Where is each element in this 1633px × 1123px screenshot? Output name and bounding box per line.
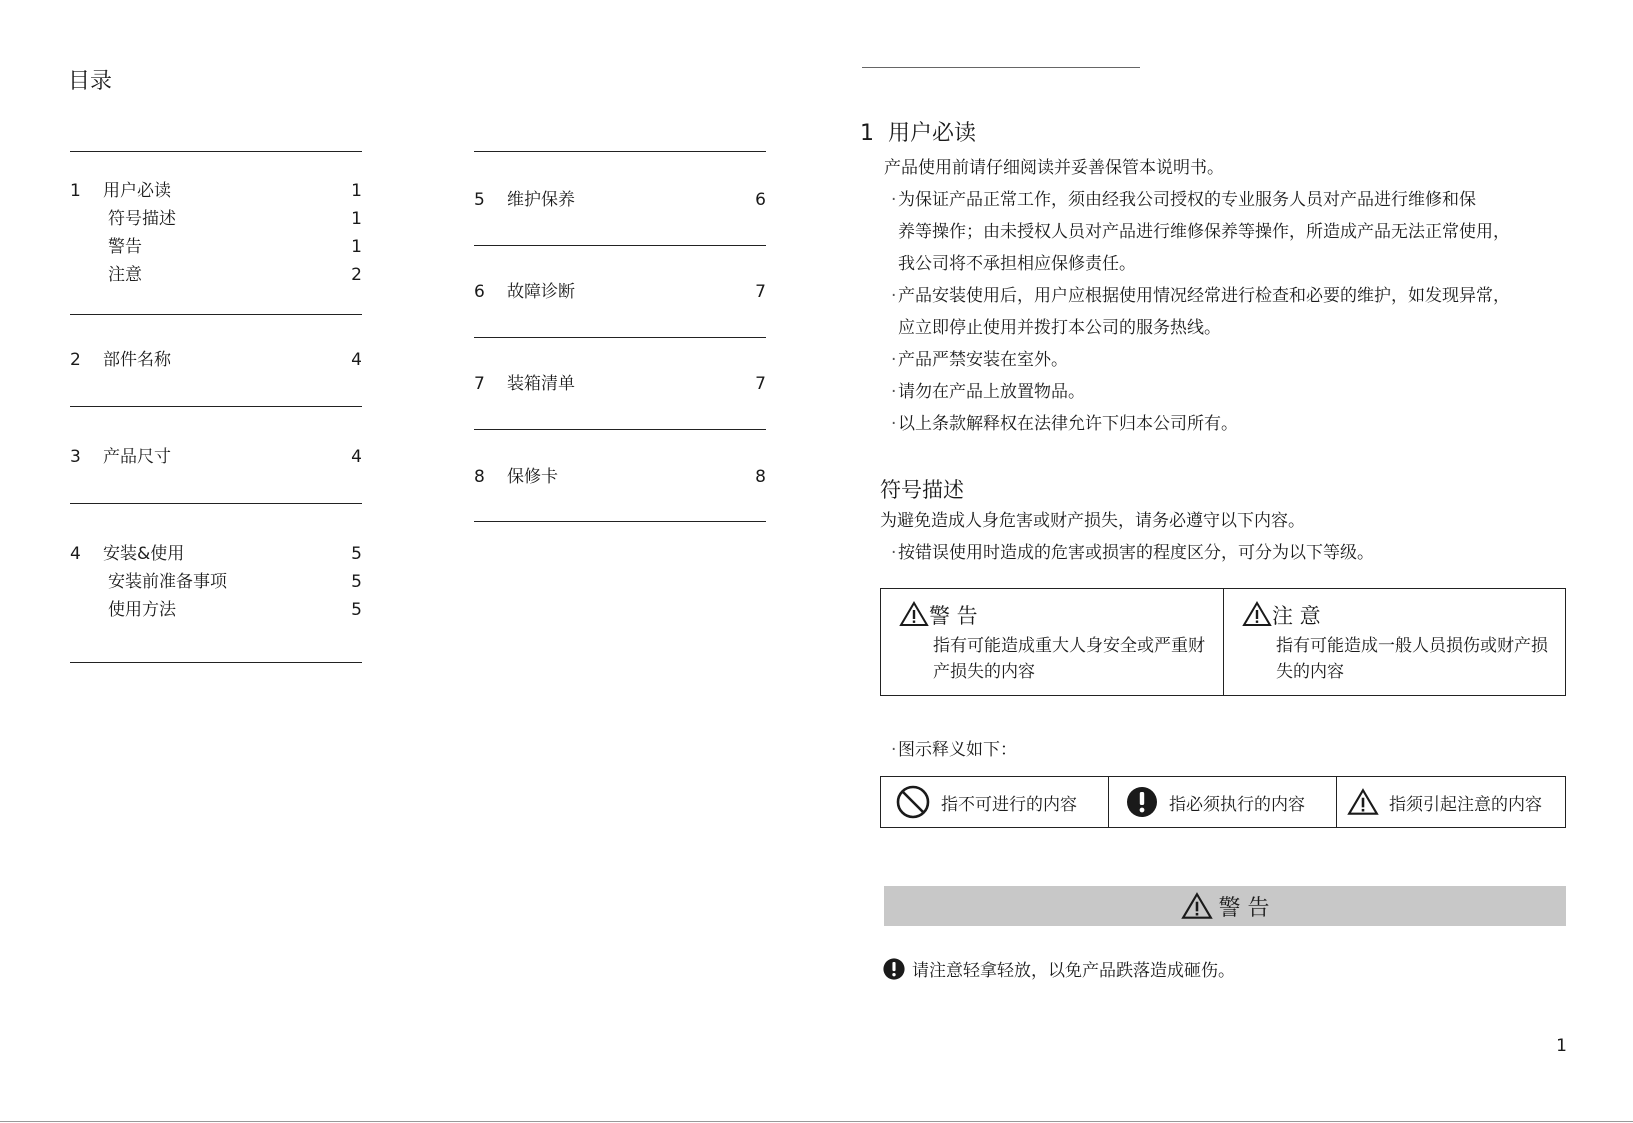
toc-subentry-page: 2 bbox=[351, 265, 362, 285]
toc-entry-label: 部件名称 bbox=[103, 350, 171, 370]
footer-rule bbox=[0, 1121, 1633, 1122]
toc-entry-label: 故障诊断 bbox=[507, 282, 575, 302]
legend-prohibited bbox=[881, 777, 1109, 827]
prohibited-icon bbox=[895, 784, 931, 820]
toc-entry-number: 3 bbox=[70, 447, 81, 467]
toc-entry-page: 6 bbox=[755, 190, 766, 210]
caution-level-head bbox=[1242, 601, 1321, 630]
bullet-item bbox=[891, 344, 1068, 376]
symbols-intro: 为避免造成人身危害或财产损失，请务必遵守以下内容。 bbox=[880, 511, 1305, 531]
bullet-line: 我公司将不承担相应保修责任。 bbox=[898, 254, 1136, 274]
divider bbox=[474, 337, 766, 338]
bullet-item bbox=[891, 734, 1017, 766]
toc-subentry-label: 警告 bbox=[108, 237, 142, 257]
bullet-dot: · bbox=[891, 382, 897, 402]
divider bbox=[474, 245, 766, 246]
intro-text: 产品使用前请仔细阅读并妥善保管本说明书。 bbox=[884, 158, 1224, 178]
bullet-item bbox=[891, 408, 1238, 440]
toc-entry-page: 7 bbox=[755, 282, 766, 302]
warning-banner-label: 警 告 bbox=[1218, 895, 1270, 921]
toc-entry-4[interactable] bbox=[70, 540, 362, 568]
toc-subentry[interactable] bbox=[70, 596, 362, 624]
bullet-item bbox=[891, 280, 1510, 344]
warning-banner bbox=[884, 886, 1566, 926]
toc-entry-7[interactable] bbox=[474, 370, 766, 398]
bullet-item bbox=[891, 376, 1085, 408]
legend-label: 指须引起注意的内容 bbox=[1389, 794, 1542, 815]
bullet-line: 按错误使用时造成的危害或损害的程度区分，可分为以下等级。 bbox=[898, 543, 1374, 563]
toc-entry-page: 1 bbox=[351, 181, 362, 201]
warning-item bbox=[882, 956, 1235, 981]
bullet-line: 图示释义如下： bbox=[898, 740, 1017, 760]
bullet-dot: · bbox=[891, 190, 897, 210]
bullet-line: 应立即停止使用并拨打本公司的服务热线。 bbox=[898, 318, 1221, 338]
bullet-line: 产品严禁安装在室外。 bbox=[898, 350, 1068, 370]
toc-entry-2[interactable] bbox=[70, 346, 362, 374]
toc-entry-label: 用户必读 bbox=[103, 181, 171, 201]
warning-triangle-icon bbox=[899, 601, 929, 627]
caution-icon bbox=[1347, 788, 1379, 816]
toc-entry-number: 2 bbox=[70, 350, 81, 370]
divider bbox=[70, 151, 362, 152]
toc-entry-page: 5 bbox=[351, 544, 362, 564]
bullet-dot: · bbox=[891, 414, 897, 434]
warning-level-head bbox=[899, 601, 978, 630]
toc-entry-page: 7 bbox=[755, 374, 766, 394]
bullet-line: 请勿在产品上放置物品。 bbox=[898, 382, 1085, 402]
toc-entry-8[interactable] bbox=[474, 463, 766, 491]
warning-level-cell bbox=[881, 589, 1224, 695]
page-number: 1 bbox=[1556, 1036, 1567, 1056]
divider bbox=[70, 503, 362, 504]
toc-entry-5[interactable] bbox=[474, 186, 766, 214]
divider bbox=[474, 429, 766, 430]
toc-subentry[interactable] bbox=[70, 233, 362, 261]
toc-entry-3[interactable] bbox=[70, 443, 362, 471]
toc-entry-label: 维护保养 bbox=[507, 190, 575, 210]
toc-entry-1[interactable] bbox=[70, 177, 362, 205]
bullet-line: 产品安装使用后，用户应根据使用情况经常进行检查和必要的维护，如发现异常， bbox=[898, 286, 1510, 306]
toc-entry-number: 8 bbox=[474, 467, 485, 487]
warning-level-label: 警 告 bbox=[929, 604, 978, 628]
toc-entry-page: 8 bbox=[755, 467, 766, 487]
caution-triangle-icon bbox=[1242, 601, 1272, 627]
toc-entry-number: 7 bbox=[474, 374, 485, 394]
bullet-line: 养等操作；由未授权人员对产品进行维修保养等操作，所造成产品无法正常使用， bbox=[898, 222, 1510, 242]
divider bbox=[474, 521, 766, 522]
caution-level-cell bbox=[1224, 589, 1565, 695]
bullet-item bbox=[891, 184, 1510, 280]
caution-level-label: 注 意 bbox=[1272, 604, 1321, 628]
bullet-line: 为保证产品正常工作，须由经我公司授权的专业服务人员对产品进行维修和保 bbox=[898, 190, 1476, 210]
toc-entry-page: 4 bbox=[351, 350, 362, 370]
legend-label: 指不可进行的内容 bbox=[941, 794, 1077, 815]
divider bbox=[70, 662, 362, 663]
toc-entry-page: 4 bbox=[351, 447, 362, 467]
warning-triangle-icon bbox=[1181, 892, 1213, 920]
warning-item-text: 请注意轻拿轻放，以免产品跌落造成砸伤。 bbox=[912, 961, 1235, 981]
divider bbox=[474, 151, 766, 152]
legend-caution bbox=[1337, 777, 1565, 827]
icon-legend-box bbox=[880, 776, 1566, 828]
bullet-item bbox=[891, 537, 1374, 569]
subsection-title: 符号描述 bbox=[880, 478, 964, 502]
bullet-dot: · bbox=[891, 543, 897, 563]
toc-subentry-page: 5 bbox=[351, 600, 362, 620]
toc-entry-label: 安装&使用 bbox=[103, 544, 185, 564]
toc-subentry[interactable] bbox=[70, 261, 362, 289]
toc-entry-number: 6 bbox=[474, 282, 485, 302]
toc-subentry-page: 5 bbox=[351, 572, 362, 592]
toc-entry-number: 1 bbox=[70, 181, 81, 201]
toc-subentry-label: 注意 bbox=[108, 265, 142, 285]
section-title: 1 用户必读 bbox=[860, 121, 976, 146]
toc-entry-label: 产品尺寸 bbox=[103, 447, 171, 467]
toc-entry-label: 装箱清单 bbox=[507, 374, 575, 394]
legend-mandatory bbox=[1109, 777, 1337, 827]
caution-level-desc: 指有可能造成一般人员损伤或财产损失的内容 bbox=[1276, 636, 1548, 682]
toc-subentry-label: 使用方法 bbox=[108, 600, 176, 620]
bullet-dot: · bbox=[891, 350, 897, 370]
toc-subentry-page: 1 bbox=[351, 237, 362, 257]
divider bbox=[70, 406, 362, 407]
bullet-dot: · bbox=[891, 740, 897, 760]
toc-title: 目录 bbox=[68, 69, 113, 94]
toc-entry-6[interactable] bbox=[474, 278, 766, 306]
bullet-dot: · bbox=[891, 286, 897, 306]
mandatory-icon bbox=[1125, 785, 1159, 819]
header-rule bbox=[862, 67, 1140, 68]
toc-subentry[interactable] bbox=[70, 568, 362, 596]
toc-subentry-label: 安装前准备事项 bbox=[108, 572, 227, 592]
toc-entry-label: 保修卡 bbox=[507, 467, 558, 487]
bullet-line: 以上条款解释权在法律允许下归本公司所有。 bbox=[898, 414, 1238, 434]
legend-label: 指必须执行的内容 bbox=[1169, 794, 1305, 815]
warning-level-desc: 指有可能造成重大人身安全或严重财产损失的内容 bbox=[933, 636, 1205, 682]
toc-entry-number: 4 bbox=[70, 544, 81, 564]
mandatory-icon bbox=[882, 957, 906, 981]
hazard-levels-box bbox=[880, 588, 1566, 696]
toc-subentry-label: 符号描述 bbox=[108, 209, 176, 229]
toc-subentry-page: 1 bbox=[351, 209, 362, 229]
toc-subentry[interactable] bbox=[70, 205, 362, 233]
divider bbox=[70, 314, 362, 315]
toc-entry-number: 5 bbox=[474, 190, 485, 210]
